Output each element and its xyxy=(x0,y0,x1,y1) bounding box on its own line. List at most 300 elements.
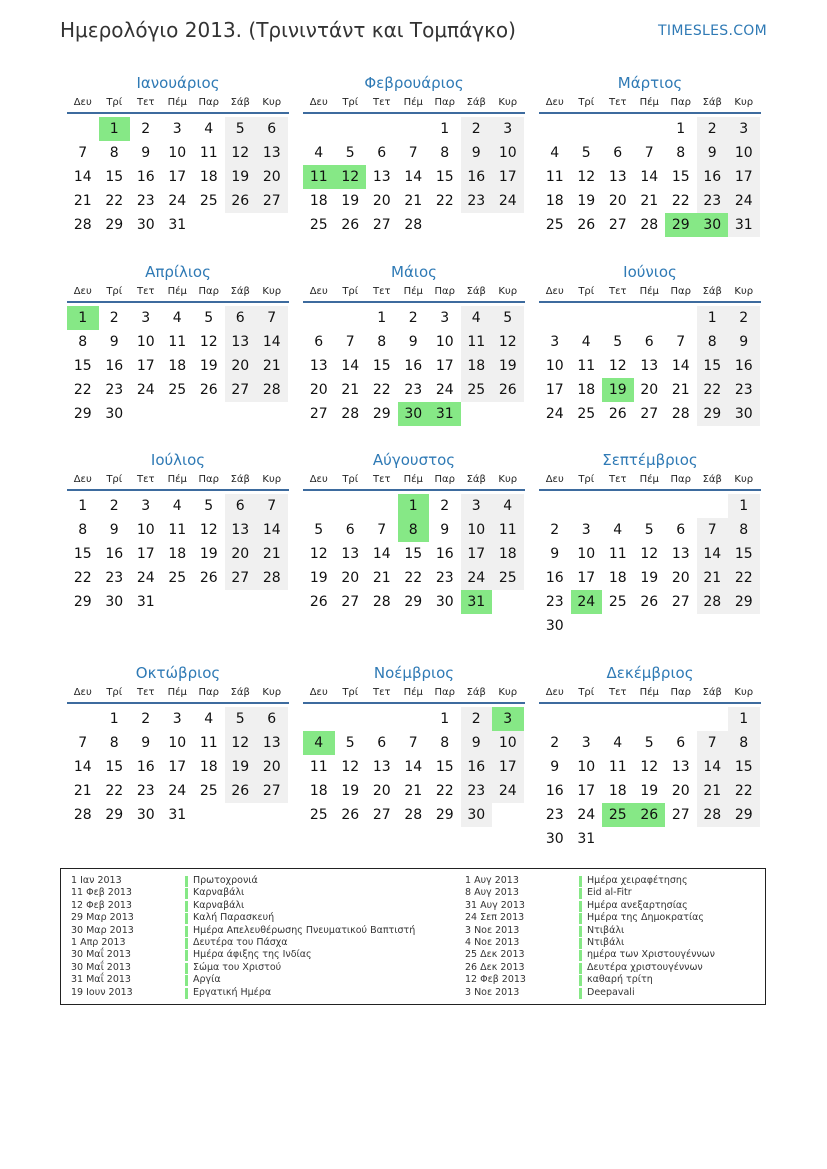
day-grid xyxy=(67,117,289,237)
day-cell: 17 xyxy=(728,165,760,189)
weekday-label: Παρ xyxy=(670,687,691,698)
day-grid xyxy=(67,494,289,614)
day-cell: 6 xyxy=(377,735,387,751)
day-cell: 15 xyxy=(728,755,760,779)
weekday-header xyxy=(303,283,525,303)
day-cell: 20 xyxy=(225,542,257,566)
day-cell: 23 xyxy=(435,570,454,586)
day-cell: 24 xyxy=(545,406,564,422)
day-cell: 21 xyxy=(73,783,92,799)
day-cell: 30 xyxy=(105,406,124,422)
day-cell: 11 xyxy=(199,735,218,751)
day-cell: 12 xyxy=(608,358,627,374)
weekday-label: Παρ xyxy=(670,286,691,297)
day-cell: 14 xyxy=(256,518,288,542)
weekday-label: Κυρ xyxy=(734,474,754,485)
day-cell: 18 xyxy=(309,193,328,209)
day-cell: 17 xyxy=(435,358,454,374)
weekday-label: Πέμ xyxy=(639,474,659,485)
day-cell: 6 xyxy=(256,707,288,731)
day-cell: 5 xyxy=(204,310,214,326)
day-cell: 15 xyxy=(697,354,729,378)
weekday-label: Κυρ xyxy=(262,687,282,698)
day-cell: 23 xyxy=(545,594,564,610)
weekday-label: Τρί xyxy=(342,97,359,108)
day-cell: 14 xyxy=(372,546,391,562)
day-cell: 8 xyxy=(697,330,729,354)
day-cell: 3 xyxy=(581,735,591,751)
day-cell: 9 xyxy=(461,731,493,755)
day-cell: 10 xyxy=(136,334,155,350)
day-cell: 14 xyxy=(404,169,423,185)
weekday-header xyxy=(539,94,761,114)
month-title: Οκτώβριος xyxy=(135,664,221,682)
weekday-label: Παρ xyxy=(198,286,219,297)
weekday-label: Κυρ xyxy=(498,687,518,698)
day-cell: 22 xyxy=(105,193,124,209)
day-cell: 8 xyxy=(377,334,387,350)
day-cell: 18 xyxy=(168,358,187,374)
day-cell: 29 xyxy=(697,402,729,426)
day-cell: 12 xyxy=(492,330,524,354)
day-cell: 19 xyxy=(640,783,659,799)
day-cell: 21 xyxy=(256,354,288,378)
day-cell: 19 xyxy=(640,570,659,586)
day-cell: 20 xyxy=(671,570,690,586)
day-cell: 6 xyxy=(377,145,387,161)
day-cell: 21 xyxy=(372,570,391,586)
weekday-label: Παρ xyxy=(198,474,219,485)
holiday-color-marker xyxy=(185,988,188,999)
day-cell: 17 xyxy=(577,783,596,799)
empty-cell xyxy=(665,707,697,731)
day-cell: 27 xyxy=(608,217,627,233)
legend-date: 19 Ιουν 2013 xyxy=(71,986,133,998)
day-cell: 12 xyxy=(640,759,659,775)
day-cell: 31 xyxy=(168,807,187,823)
day-cell: 5 xyxy=(225,117,257,141)
weekday-label: Σάβ xyxy=(230,97,250,108)
day-cell: 3 xyxy=(141,310,151,326)
weekday-label: Δευ xyxy=(545,474,564,485)
weekday-label: Δευ xyxy=(73,97,92,108)
day-cell: 7 xyxy=(697,731,729,755)
day-cell: 31 xyxy=(728,213,760,237)
day-cell: 7 xyxy=(697,518,729,542)
month-calendar xyxy=(67,449,289,614)
day-cell: 17 xyxy=(136,358,155,374)
empty-cell xyxy=(634,306,666,330)
holiday-day-cell: 31 xyxy=(429,402,461,426)
empty-cell xyxy=(335,494,367,518)
weekday-label: Τρί xyxy=(578,286,595,297)
weekday-label: Τετ xyxy=(372,474,391,485)
day-cell: 22 xyxy=(671,193,690,209)
weekday-header xyxy=(303,684,525,704)
day-cell: 7 xyxy=(644,145,654,161)
day-cell: 27 xyxy=(671,594,690,610)
empty-cell xyxy=(571,494,603,518)
day-cell: 19 xyxy=(341,783,360,799)
day-cell: 19 xyxy=(199,358,218,374)
day-cell: 27 xyxy=(341,594,360,610)
day-cell: 20 xyxy=(671,783,690,799)
legend-holiday-name: ημέρα των Χριστουγέννων xyxy=(587,949,715,961)
holiday-color-marker xyxy=(579,888,582,899)
holiday-color-marker xyxy=(185,888,188,899)
holiday-color-marker xyxy=(579,938,582,949)
day-cell: 27 xyxy=(256,779,288,803)
day-cell: 19 xyxy=(309,570,328,586)
day-cell: 14 xyxy=(640,169,659,185)
weekday-label: Παρ xyxy=(198,687,219,698)
month-calendar xyxy=(67,261,289,426)
day-cell: 17 xyxy=(168,759,187,775)
day-cell: 7 xyxy=(78,735,88,751)
day-cell: 3 xyxy=(172,711,182,727)
day-cell: 8 xyxy=(109,735,119,751)
day-cell: 20 xyxy=(372,193,391,209)
weekday-label: Κυρ xyxy=(498,286,518,297)
day-cell: 4 xyxy=(492,494,524,518)
weekday-label: Τρί xyxy=(106,286,123,297)
weekday-label: Τρί xyxy=(106,474,123,485)
day-cell: 25 xyxy=(309,807,328,823)
weekday-header xyxy=(67,684,289,704)
day-cell: 12 xyxy=(225,731,257,755)
day-cell: 18 xyxy=(608,783,627,799)
day-cell: 11 xyxy=(199,145,218,161)
day-cell: 22 xyxy=(728,566,760,590)
weekday-label: Τρί xyxy=(106,97,123,108)
day-cell: 5 xyxy=(613,334,623,350)
day-cell: 9 xyxy=(697,141,729,165)
day-cell: 3 xyxy=(461,494,493,518)
day-cell: 28 xyxy=(640,217,659,233)
day-grid xyxy=(539,707,761,851)
day-cell: 9 xyxy=(109,334,119,350)
day-cell: 25 xyxy=(168,570,187,586)
weekday-label: Πέμ xyxy=(167,97,187,108)
empty-cell xyxy=(634,494,666,518)
legend-date: 31 Αυγ 2013 xyxy=(465,899,525,911)
day-cell: 26 xyxy=(341,807,360,823)
day-cell: 21 xyxy=(640,193,659,209)
day-cell: 10 xyxy=(545,358,564,374)
day-cell: 16 xyxy=(461,165,493,189)
day-cell: 17 xyxy=(136,546,155,562)
holiday-day-cell: 26 xyxy=(634,803,666,827)
empty-cell xyxy=(303,707,335,731)
day-cell: 1 xyxy=(440,121,450,137)
day-cell: 24 xyxy=(136,570,155,586)
day-cell: 15 xyxy=(728,542,760,566)
weekday-label: Τετ xyxy=(372,286,391,297)
empty-cell xyxy=(602,306,634,330)
day-cell: 1 xyxy=(109,711,119,727)
day-cell: 8 xyxy=(109,145,119,161)
month-title: Σεπτέμβριος xyxy=(602,451,698,469)
weekday-label: Πέμ xyxy=(167,687,187,698)
day-cell: 2 xyxy=(461,117,493,141)
day-cell: 22 xyxy=(404,570,423,586)
month-calendar xyxy=(67,72,289,237)
day-cell: 23 xyxy=(105,382,124,398)
day-cell: 31 xyxy=(577,831,596,847)
holiday-day-cell: 8 xyxy=(398,518,430,542)
day-cell: 21 xyxy=(256,542,288,566)
day-cell: 5 xyxy=(225,707,257,731)
day-cell: 30 xyxy=(136,807,155,823)
day-cell: 17 xyxy=(577,570,596,586)
day-cell: 17 xyxy=(168,169,187,185)
empty-cell xyxy=(303,494,335,518)
day-cell: 20 xyxy=(341,570,360,586)
month-title: Νοέμβριος xyxy=(373,664,455,682)
holiday-day-cell: 4 xyxy=(303,731,335,755)
day-cell: 26 xyxy=(492,378,524,402)
day-cell: 23 xyxy=(545,807,564,823)
day-cell: 27 xyxy=(640,406,659,422)
weekday-label: Δευ xyxy=(73,286,92,297)
day-cell: 20 xyxy=(256,165,288,189)
day-cell: 23 xyxy=(136,193,155,209)
holiday-color-marker xyxy=(185,876,188,887)
day-cell: 2 xyxy=(141,711,151,727)
day-cell: 20 xyxy=(640,382,659,398)
day-cell: 23 xyxy=(105,570,124,586)
weekday-label: Παρ xyxy=(434,687,455,698)
day-cell: 30 xyxy=(545,831,564,847)
month-title: Φεβρουάριος xyxy=(364,74,464,92)
day-cell: 15 xyxy=(73,358,92,374)
day-cell: 16 xyxy=(545,783,564,799)
day-cell: 7 xyxy=(78,145,88,161)
day-grid xyxy=(539,306,761,426)
day-grid xyxy=(303,117,525,237)
day-cell: 29 xyxy=(372,406,391,422)
day-cell: 22 xyxy=(697,378,729,402)
day-cell: 18 xyxy=(309,783,328,799)
weekday-label: Σάβ xyxy=(702,286,722,297)
day-cell: 4 xyxy=(204,121,214,137)
day-cell: 13 xyxy=(225,518,257,542)
day-cell: 24 xyxy=(136,382,155,398)
weekday-label: Τρί xyxy=(342,474,359,485)
day-cell: 18 xyxy=(199,759,218,775)
day-cell: 8 xyxy=(676,145,686,161)
day-cell: 27 xyxy=(671,807,690,823)
day-cell: 28 xyxy=(256,566,288,590)
day-cell: 7 xyxy=(377,522,387,538)
empty-cell xyxy=(539,306,571,330)
day-cell: 18 xyxy=(492,542,524,566)
day-cell: 18 xyxy=(545,193,564,209)
day-cell: 16 xyxy=(404,358,423,374)
day-cell: 2 xyxy=(461,707,493,731)
holiday-day-cell: 1 xyxy=(398,494,430,518)
weekday-label: Δευ xyxy=(545,97,564,108)
empty-cell xyxy=(665,306,697,330)
day-cell: 18 xyxy=(608,570,627,586)
legend-holiday-name: Ημέρα Απελευθέρωσης Πνευματικού Βαπτιστή xyxy=(193,924,416,936)
legend-date: 3 Νοε 2013 xyxy=(465,986,520,998)
day-cell: 9 xyxy=(141,735,151,751)
weekday-label: Δευ xyxy=(309,687,328,698)
day-cell: 21 xyxy=(671,382,690,398)
empty-cell xyxy=(697,494,729,518)
day-cell: 29 xyxy=(728,590,760,614)
day-cell: 6 xyxy=(644,334,654,350)
empty-cell xyxy=(335,117,367,141)
empty-cell xyxy=(303,117,335,141)
weekday-label: Κυρ xyxy=(262,97,282,108)
holiday-day-cell: 1 xyxy=(67,306,99,330)
weekday-label: Τετ xyxy=(136,286,155,297)
legend-date: 25 Δεκ 2013 xyxy=(465,949,525,961)
day-cell: 27 xyxy=(309,406,328,422)
brand-link[interactable]: TIMESLES.COM xyxy=(658,23,767,39)
day-cell: 8 xyxy=(78,522,88,538)
day-cell: 20 xyxy=(225,354,257,378)
weekday-label: Δευ xyxy=(73,474,92,485)
holiday-color-marker xyxy=(185,938,188,949)
day-grid xyxy=(67,306,289,426)
weekday-label: Πέμ xyxy=(403,687,423,698)
weekday-label: Δευ xyxy=(309,474,328,485)
day-cell: 13 xyxy=(309,358,328,374)
day-cell: 14 xyxy=(671,358,690,374)
day-cell: 16 xyxy=(105,358,124,374)
day-cell: 25 xyxy=(199,783,218,799)
day-cell: 2 xyxy=(109,310,119,326)
day-cell: 25 xyxy=(199,193,218,209)
month-title: Ιούλιος xyxy=(150,451,206,469)
weekday-header xyxy=(67,471,289,491)
day-cell: 29 xyxy=(105,807,124,823)
day-cell: 4 xyxy=(613,735,623,751)
day-cell: 23 xyxy=(697,189,729,213)
holiday-color-marker xyxy=(579,901,582,912)
day-cell: 26 xyxy=(640,594,659,610)
day-cell: 20 xyxy=(256,755,288,779)
day-cell: 10 xyxy=(168,735,187,751)
holiday-color-marker xyxy=(579,950,582,961)
weekday-label: Παρ xyxy=(670,474,691,485)
day-cell: 6 xyxy=(225,306,257,330)
day-cell: 22 xyxy=(73,570,92,586)
day-cell: 18 xyxy=(168,546,187,562)
day-cell: 15 xyxy=(435,759,454,775)
legend-date: 1 Απρ 2013 xyxy=(71,936,126,948)
legend-date: 11 Φεβ 2013 xyxy=(71,887,132,899)
day-cell: 13 xyxy=(341,546,360,562)
day-cell: 3 xyxy=(728,117,760,141)
day-cell: 6 xyxy=(314,334,324,350)
weekday-label: Πέμ xyxy=(403,474,423,485)
legend-holiday-name: καθαρή τρίτη xyxy=(587,974,653,986)
legend-holiday-name: Eid al-Fitr xyxy=(587,887,632,899)
legend-holiday-name: Δευτέρα του Πάσχα xyxy=(193,936,288,948)
empty-cell xyxy=(697,707,729,731)
day-cell: 4 xyxy=(613,522,623,538)
weekday-label: Κυρ xyxy=(498,474,518,485)
day-cell: 12 xyxy=(225,141,257,165)
day-cell: 25 xyxy=(168,382,187,398)
day-cell: 5 xyxy=(581,145,591,161)
day-cell: 8 xyxy=(440,735,450,751)
empty-cell xyxy=(571,306,603,330)
legend-holiday-name: Καρναβάλι xyxy=(193,899,245,911)
day-cell: 27 xyxy=(225,378,257,402)
day-cell: 13 xyxy=(225,330,257,354)
day-cell: 10 xyxy=(492,731,524,755)
day-cell: 29 xyxy=(73,594,92,610)
day-cell: 22 xyxy=(105,783,124,799)
holiday-color-marker xyxy=(579,876,582,887)
day-cell: 5 xyxy=(314,522,324,538)
day-cell: 4 xyxy=(461,306,493,330)
day-cell: 26 xyxy=(225,779,257,803)
day-cell: 26 xyxy=(199,570,218,586)
empty-cell xyxy=(539,117,571,141)
month-title: Ιούνιος xyxy=(623,263,677,281)
holiday-color-marker xyxy=(185,950,188,961)
day-cell: 8 xyxy=(440,145,450,161)
empty-cell xyxy=(398,707,430,731)
day-cell: 16 xyxy=(461,755,493,779)
day-cell: 16 xyxy=(435,546,454,562)
weekday-label: Τρί xyxy=(342,687,359,698)
day-cell: 9 xyxy=(408,334,418,350)
day-cell: 5 xyxy=(492,306,524,330)
holiday-color-marker xyxy=(185,926,188,937)
day-cell: 8 xyxy=(78,334,88,350)
legend-holiday-name: Αργία xyxy=(193,974,221,986)
weekday-label: Σάβ xyxy=(466,286,486,297)
day-cell: 30 xyxy=(728,402,760,426)
day-cell: 21 xyxy=(697,566,729,590)
empty-cell xyxy=(366,707,398,731)
weekday-label: Τετ xyxy=(136,97,155,108)
day-cell: 24 xyxy=(577,807,596,823)
weekday-label: Τρί xyxy=(106,687,123,698)
legend-date: 31 Μαΐ 2013 xyxy=(71,974,131,986)
weekday-label: Κυρ xyxy=(734,687,754,698)
day-cell: 17 xyxy=(492,165,524,189)
weekday-label: Πέμ xyxy=(639,97,659,108)
day-cell: 30 xyxy=(105,594,124,610)
weekday-label: Σάβ xyxy=(702,97,722,108)
day-cell: 20 xyxy=(372,783,391,799)
day-cell: 7 xyxy=(256,494,288,518)
day-cell: 28 xyxy=(697,590,729,614)
holiday-legend xyxy=(60,868,766,1005)
legend-holiday-name: Deepavali xyxy=(587,986,635,998)
empty-cell xyxy=(634,707,666,731)
weekday-label: Τετ xyxy=(136,474,155,485)
day-cell: 28 xyxy=(73,807,92,823)
day-cell: 16 xyxy=(105,546,124,562)
empty-cell xyxy=(665,494,697,518)
day-cell: 19 xyxy=(225,165,257,189)
day-cell: 9 xyxy=(550,546,560,562)
day-grid xyxy=(539,494,761,638)
weekday-label: Κυρ xyxy=(498,97,518,108)
weekday-label: Τετ xyxy=(372,687,391,698)
day-cell: 5 xyxy=(644,735,654,751)
day-cell: 9 xyxy=(461,141,493,165)
